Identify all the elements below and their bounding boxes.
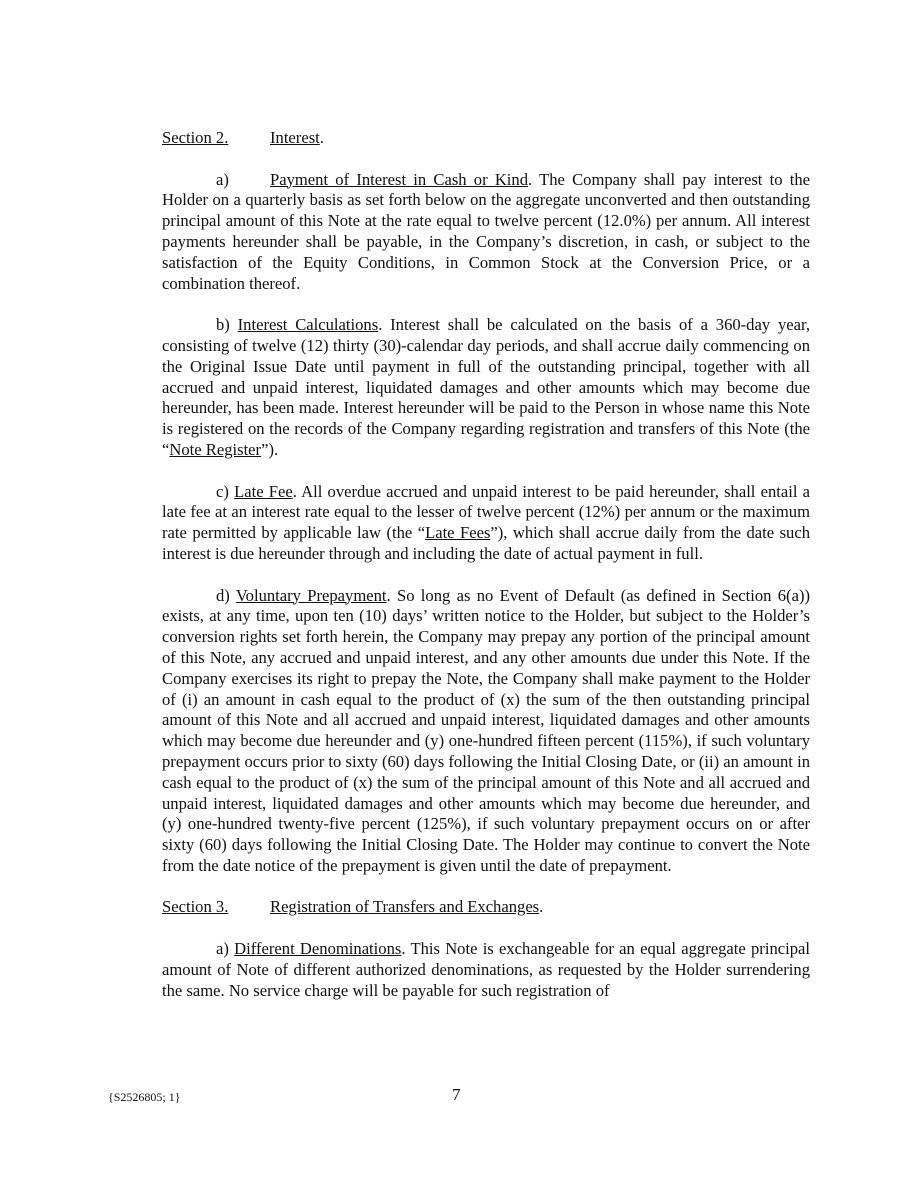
section-3-number: Section 3. bbox=[162, 897, 229, 917]
section-2-number: Section 2. bbox=[162, 128, 229, 147]
paragraph-c-heading: Late Fee bbox=[234, 481, 293, 501]
paragraph-b-text: Interest shall be calculated on the basis of a 360-day year, consisting of twelve (12) thirty (30)-calendar day periods, and shall accrue daily commencing on the Original Issue Date until payment in full of the outstanding principal, together with all accrued and unpaid interest, liquidated damages and other amounts which may become due hereunder, has been made. Interest hereunder will be paid to the Person in whose name this Note is registered on the records of the Company regarding registration and transfers of this Note (the “ bbox=[162, 315, 810, 459]
section-3-title: Registration of Transfers and Exchanges bbox=[270, 897, 540, 917]
document-body bbox=[162, 128, 810, 1001]
page-number: 7 bbox=[452, 1085, 461, 1104]
paragraph-c-label: c) bbox=[216, 481, 229, 501]
paragraph-d-heading: Voluntary Prepayment bbox=[235, 585, 387, 605]
paragraph-c-text-end: ”), which shall accrue daily from the date such interest is due hereunder through and including the date of actual payment in full. bbox=[162, 523, 810, 563]
note-register-term: Note Register bbox=[169, 439, 262, 459]
section-2-paragraph-d: d) Voluntary Prepayment. So long as no Event of Default (as defined in Section 6(a)) exists, at any time, upon ten (10) days’ written notice to the Holder, but subject to the Holder’s conversion rights set forth herein, the Company may prepay any portion of the principal amount of this Note, any accrued and unpaid interest, and any other amounts due under this Note. If the Company exercises its right to prepay the Note, the Company shall make payment to the Holder of (i) an amount in cash equal to the product of (x) the sum of the then outstanding principal amount of this Note and all accrued and unpaid interest, liquidated damages and other amounts which may become due hereunder and (y) one-hundred fifteen percent (115%), if such voluntary prepayment occurs prior to sixty (60) days following the Initial Closing Date, or (ii) an amount in cash equal to the product of (x) the sum of the principal amount of this Note and all accrued and unpaid interest, liquidated damages and other amounts which may become due hereunder, and (y) one-hundred twenty-five percent (125%), if such voluntary prepayment occurs on or after sixty (60) days following the Initial Closing Date. The Holder may continue to convert the Note from the date notice of the prepayment is given until the date of prepayment. bbox=[162, 585, 810, 875]
paragraph-b-text-end: ”). bbox=[261, 439, 279, 459]
paragraph-d-label: d) bbox=[216, 585, 230, 605]
section-3-paragraph-a: a) Different Denominations. This Note is exchangeable for an equal aggregate principal amount of Note of different authorized denominations, as requested by the Holder surrendering the same. No service charge will be payable for such registration of bbox=[162, 939, 810, 1000]
section-2-title: Interest bbox=[270, 128, 320, 147]
section-2-paragraph-b: b) Interest Calculations. Interest shall be calculated on the basis of a 360-day year, consisting of twelve (12) thirty (30)-calendar day periods, and shall accrue daily commencing on the Original Issue Date until payment in full of the outstanding principal, together with all accrued and unpaid interest, liquidated damages and other amounts which may become due hereunder, has been made. Interest hereunder will be paid to the Person in whose name this Note is registered on the records of the Company regarding registration and transfers of this Note (the “Note Register”). bbox=[162, 315, 810, 459]
section-2-paragraph-c: c) Late Fee. All overdue accrued and unpaid interest to be paid hereunder, shall entail a late fee at an interest rate equal to the lesser of twelve percent (12%) per annum or the maximum rate permitted by applicable law (the “Late Fees”), which shall accrue daily from the date such interest is due hereunder through and including the date of actual payment in full. bbox=[162, 481, 810, 563]
document-id-footer: {S2526805; 1} bbox=[108, 1090, 181, 1104]
paragraph-b-heading: Interest Calculations bbox=[237, 315, 379, 335]
paragraph-a-heading: Payment of Interest in Cash or Kind bbox=[270, 169, 529, 189]
paragraph-c-text: All overdue accrued and unpaid interest to be paid hereunder, shall entail a late fee at an interest rate equal to the lesser of twelve percent (12%) per annum or the maximum rate permitted by applicable law (the “ bbox=[162, 481, 810, 543]
paragraph-a-text: The Company shall pay interest to the Holder on a quarterly basis as set forth below on the aggregate unconverted and then outstanding principal amount of this Note at the rate equal to twelve percent (12.0%) per annum. All interest payments hereunder shall be payable, in the Company’s discretion, in cash, or subject to the satisfaction of the Equity Conditions, in Common Stock at the Conversion Price, or a combination thereof. bbox=[162, 169, 810, 293]
s3-paragraph-a-text: This Note is exchangeable for an equal aggregate principal amount of Note of different authorized denominations, as requested by the Holder surrendering the same. No service charge will be payable for such registration of bbox=[162, 939, 810, 1000]
section-3-heading: Section 3. Registration of Transfers and Exchanges. bbox=[162, 897, 544, 917]
paragraph-d-text: So long as no Event of Default (as defined in Section 6(a)) exists, at any time, upon ten (10) days’ written notice to the Holder, but subject to the Holder’s conversion rights set forth herein, the Company may prepay any portion of the principal amount of this Note, any accrued and unpaid interest, and any other amounts due under this Note. If the Company exercises its right to prepay the Note, the Company shall make payment to the Holder of (i) an amount in cash equal to the product of (x) the sum of the then outstanding principal amount of this Note and all accrued and unpaid interest, liquidated damages and other amounts which may become due hereunder and (y) one-hundred fifteen percent (115%), if such voluntary prepayment occurs prior to sixty (60) days following the Initial Closing Date, or (ii) an amount in cash equal to the product of (x) the sum of the principal amount of this Note and all accrued and unpaid interest, liquidated damages and other amounts which may become due hereunder, and (y) one-hundred twenty-five percent (125%), if such voluntary prepayment occurs on or after sixty (60) days following the Initial Closing Date. The Holder may continue to convert the Note from the date notice of the prepayment is given until the date of prepayment. bbox=[162, 585, 810, 875]
paragraph-b-label: b) bbox=[216, 315, 230, 335]
s3-paragraph-a-heading: Different Denominations bbox=[234, 939, 402, 959]
section-2-heading: Section 2. Interest. bbox=[162, 128, 324, 147]
section-2-paragraph-a: a) Payment of Interest in Cash or Kind. The Company shall pay interest to the Holder on a quarterly basis as set forth below on the aggregate unconverted and then outstanding principal amount of this Note at the rate equal to twelve percent (12.0%) per annum. All interest payments hereunder shall be payable, in the Company’s discretion, in cash, or subject to the satisfaction of the Equity Conditions, in Common Stock at the Conversion Price, or a combination thereof. bbox=[162, 169, 810, 293]
late-fees-term: Late Fees bbox=[425, 523, 491, 543]
s3-paragraph-a-label: a) bbox=[216, 939, 229, 959]
paragraph-a-label: a) bbox=[216, 169, 229, 189]
